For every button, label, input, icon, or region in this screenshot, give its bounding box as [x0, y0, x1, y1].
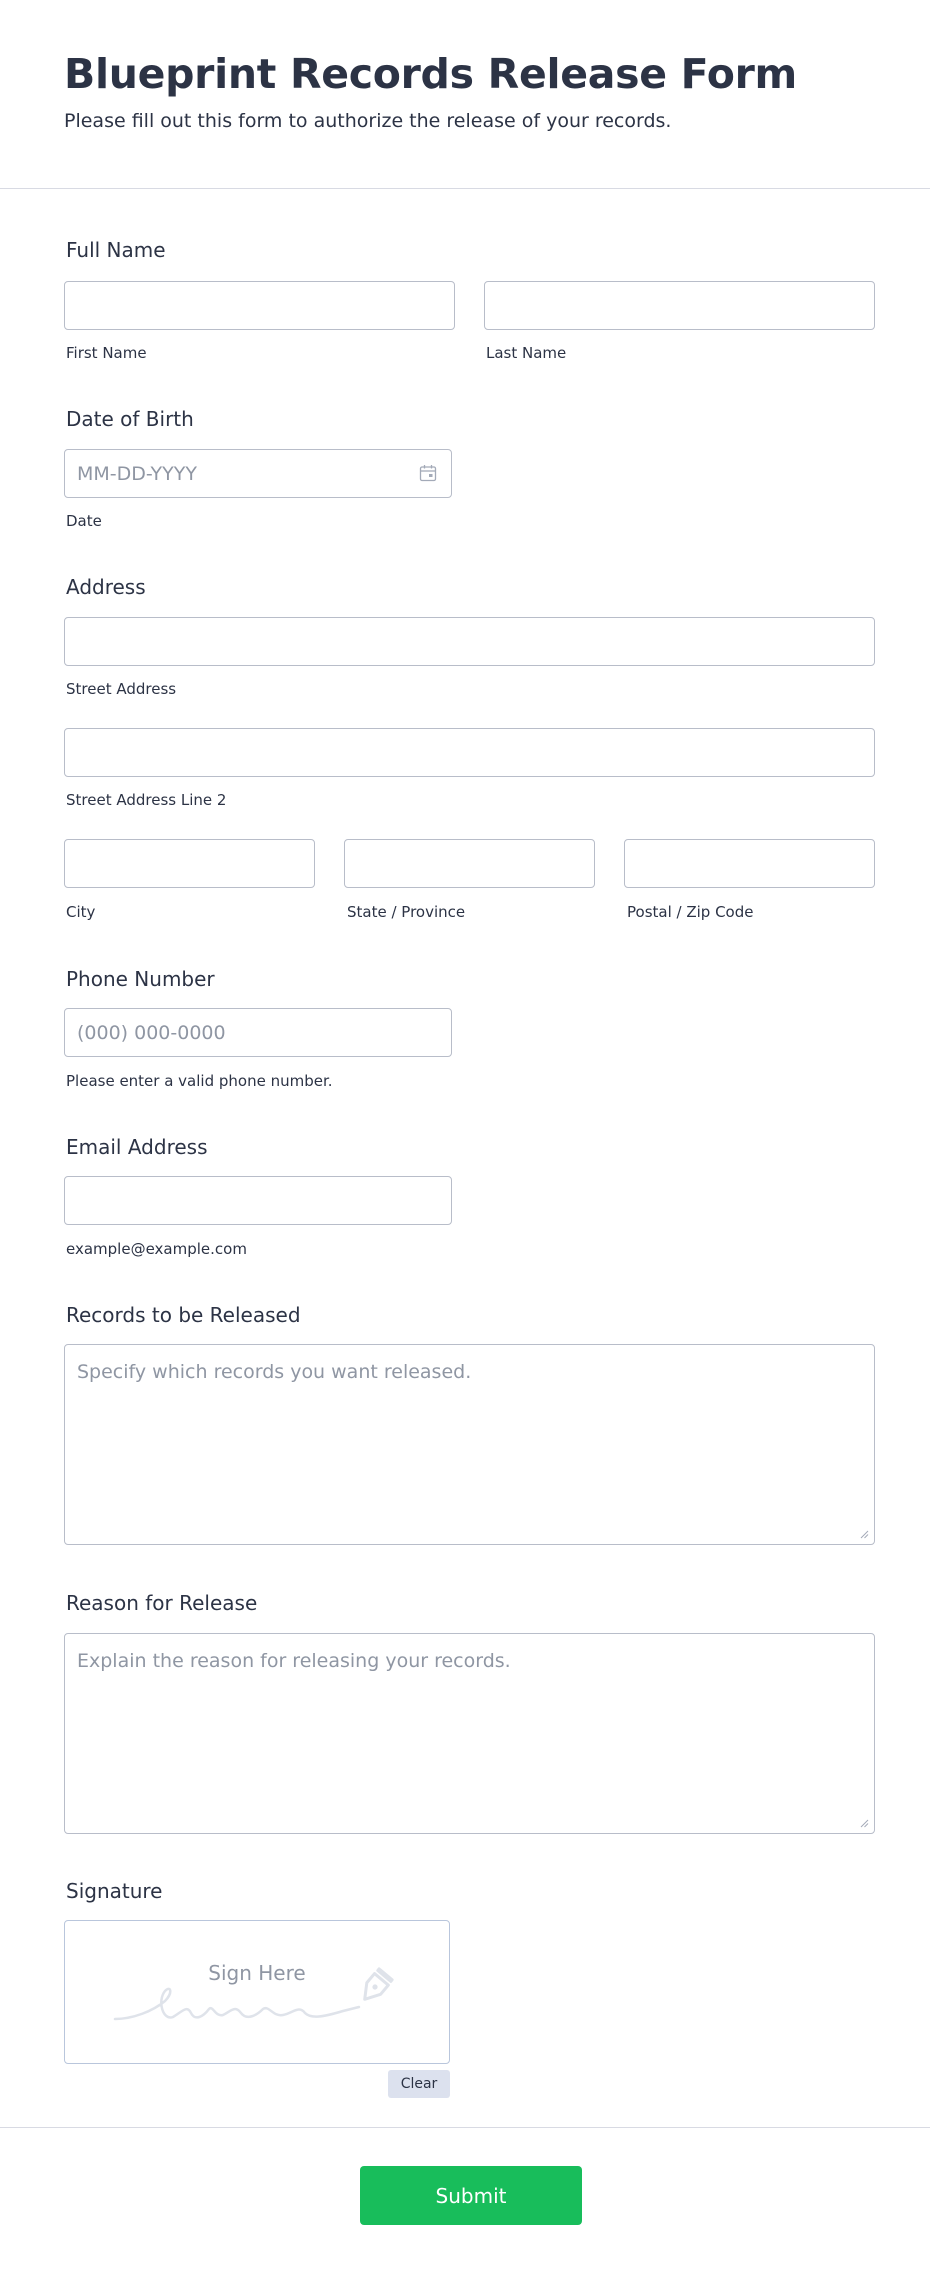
clear-signature-button[interactable]: Clear	[388, 2070, 450, 2098]
last-name-input[interactable]	[484, 281, 875, 330]
street-address-line2-sublabel: Street Address Line 2	[66, 791, 227, 809]
address-label: Address	[66, 575, 146, 599]
footer-divider	[0, 2127, 930, 2128]
postal-code-input[interactable]	[624, 839, 875, 888]
signature-label: Signature	[66, 1879, 163, 1903]
date-of-birth-input[interactable]	[64, 449, 452, 498]
state-input[interactable]	[344, 839, 595, 888]
form-subtitle: Please fill out this form to authorize the release of your records.	[64, 110, 672, 132]
phone-number-sublabel: Please enter a valid phone number.	[66, 1072, 333, 1090]
records-textarea[interactable]	[64, 1344, 875, 1545]
pen-nib-icon	[357, 1967, 394, 2006]
city-input[interactable]	[64, 839, 315, 888]
signature-pad[interactable]	[64, 1920, 450, 2064]
reason-label: Reason for Release	[66, 1591, 258, 1615]
street-address-line2-input[interactable]	[64, 728, 875, 777]
street-address-input[interactable]	[64, 617, 875, 666]
resize-grip-icon[interactable]	[859, 1818, 869, 1828]
email-input[interactable]	[64, 1176, 452, 1225]
email-sublabel: example@example.com	[66, 1240, 247, 1258]
form-title: Blueprint Records Release Form	[64, 50, 797, 98]
form-header	[0, 0, 930, 189]
resize-grip-icon[interactable]	[859, 1529, 869, 1539]
last-name-sublabel: Last Name	[486, 344, 567, 362]
submit-button[interactable]: Submit	[360, 2166, 582, 2225]
signature-scribble-icon	[113, 1961, 403, 2031]
postal-code-sublabel: Postal / Zip Code	[627, 903, 754, 921]
records-label: Records to be Released	[66, 1303, 301, 1327]
date-of-birth-label: Date of Birth	[66, 407, 194, 431]
full-name-label: Full Name	[66, 238, 166, 262]
date-sublabel: Date	[66, 512, 102, 530]
state-sublabel: State / Province	[347, 903, 466, 921]
sign-here-text: Sign Here	[208, 1961, 306, 1985]
city-sublabel: City	[66, 903, 96, 921]
first-name-input[interactable]	[64, 281, 455, 330]
reason-textarea[interactable]	[64, 1633, 875, 1834]
phone-number-input[interactable]	[64, 1008, 452, 1057]
phone-number-label: Phone Number	[66, 967, 215, 991]
first-name-sublabel: First Name	[66, 344, 147, 362]
street-address-sublabel: Street Address	[66, 680, 177, 698]
email-address-label: Email Address	[66, 1135, 208, 1159]
calendar-icon[interactable]	[419, 464, 437, 482]
